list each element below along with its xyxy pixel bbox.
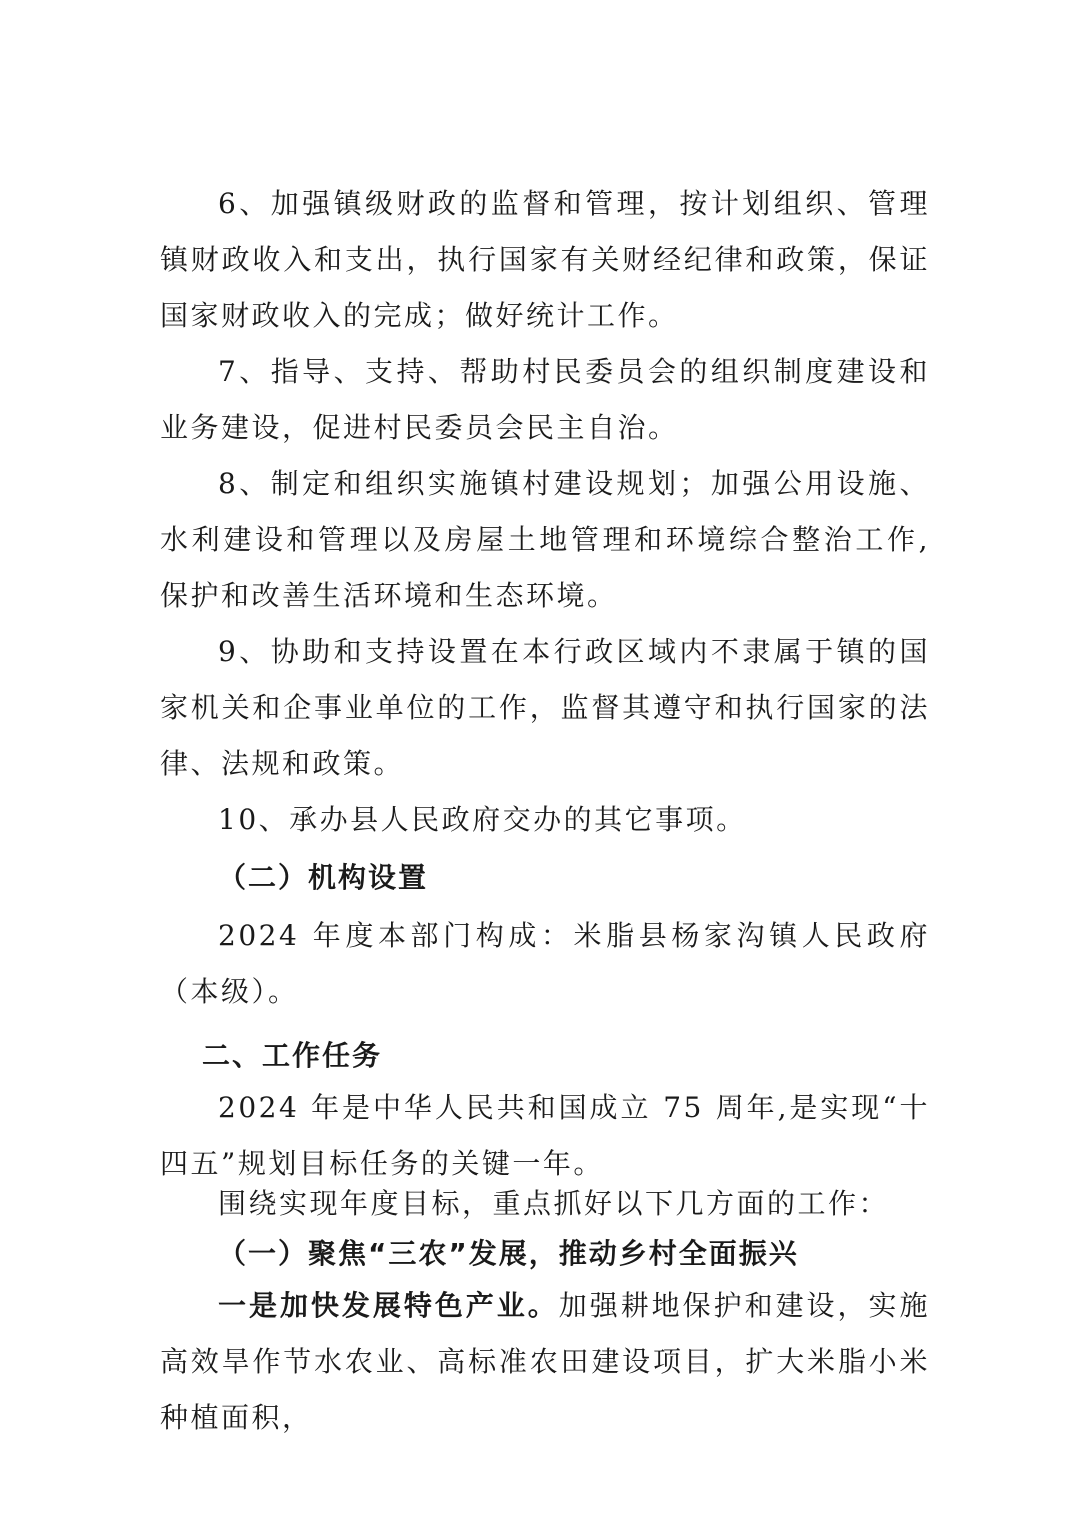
paragraph-item-7: 7、指导、支持、帮助村民委员会的组织制度建设和业务建设，促进村民委员会民主自治。 — [160, 355, 930, 444]
paragraph-item-9: 9、协助和支持设置在本行政区域内不隶属于镇的国家机关和企事业单位的工作，监督其遵守和执行国家的法律、法规和政策。 — [160, 635, 930, 780]
paragraph-item-6: 6、加强镇级财政的监督和管理，按计划组织、管理镇财政收入和支出，执行国家有关财经纪律和政策，保证国家财政收入的完成；做好统计工作。 — [160, 187, 930, 332]
paragraph-item-8: 8、制定和组织实施镇村建设规划；加强公用设施、水利建设和管理以及房屋土地管理和环境综合整治工作,保护和改善生活环境和生态环境。 — [160, 467, 930, 612]
paragraph-org-composition: 2024 年度本部门构成：米脂县杨家沟镇人民政府（本级）。 — [160, 919, 930, 1008]
section-heading-work-tasks: 二、工作任务 — [202, 1039, 383, 1072]
paragraph-body: 加强耕地保护和建设，实施高效旱作节水农业、高标准农田建设项目，扩大米脂小米种植面积， — [160, 1289, 930, 1434]
paragraph-focus: 围绕实现年度目标，重点抓好以下几方面的工作： — [218, 1187, 890, 1220]
paragraph-item-first — [160, 1278, 930, 1446]
subheading-sannong: （一）聚焦“三农”发展，推动乡村全面振兴 — [218, 1237, 799, 1270]
subheading-org-setup: （二）机构设置 — [218, 861, 429, 894]
paragraph-task-intro: 2024 年是中华人民共和国成立 75 周年,是实现“十四五”规划目标任务的关键一年。 — [160, 1091, 930, 1180]
paragraph-lead-bold: 一是加快发展特色产业。 — [218, 1289, 559, 1322]
paragraph-item-10: 10、承办县人民政府交办的其它事项。 — [218, 803, 747, 836]
